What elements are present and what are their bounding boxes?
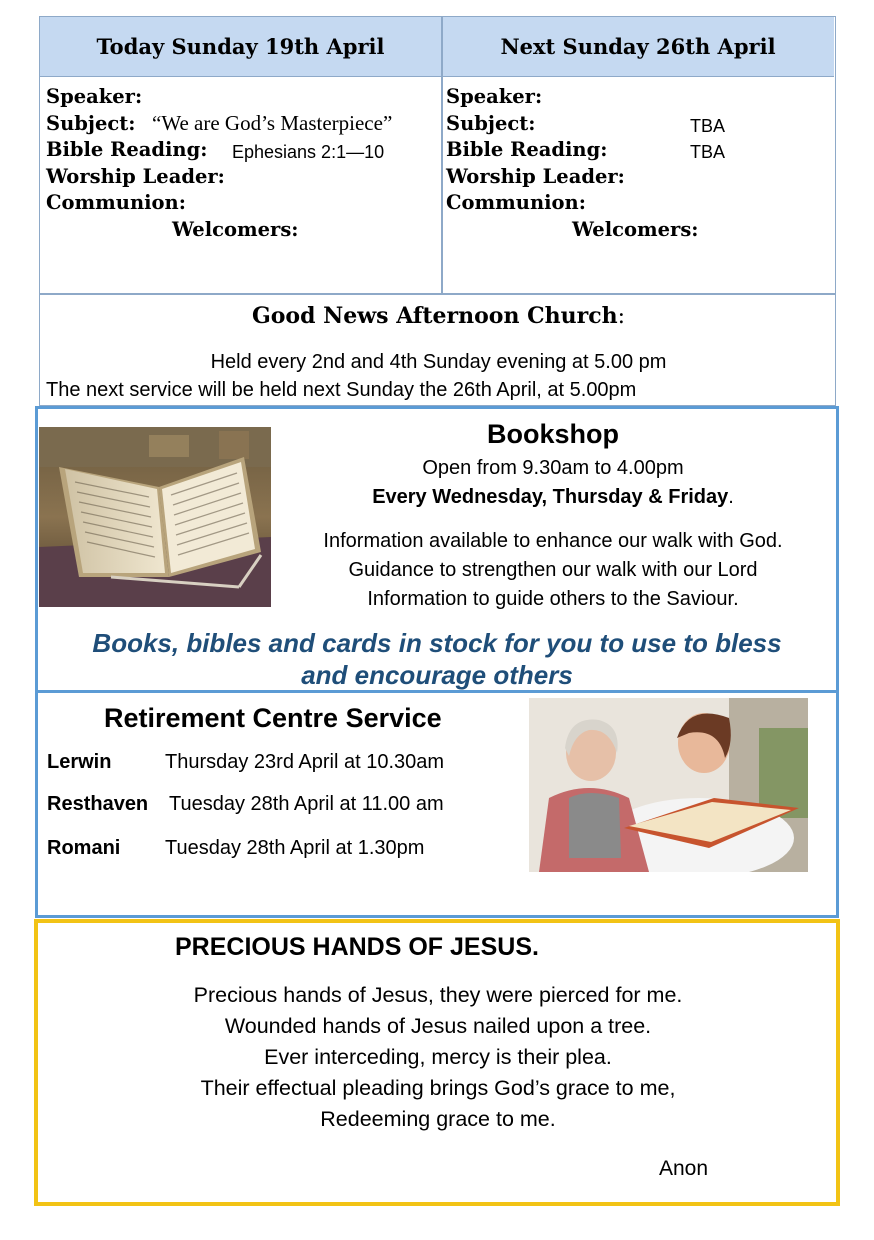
bookshop-info-1: Information available to enhance our walk with God.: [323, 530, 783, 552]
good-news-title: [40, 303, 837, 329]
communion-label: Communion:: [446, 191, 586, 214]
retirement-title: Retirement Centre Service: [104, 703, 442, 733]
bookshop-promo-1: Books, bibles and cards in stock for you to use to bless: [92, 628, 782, 658]
hymn-line: Ever interceding, mercy is their plea.: [264, 1045, 612, 1069]
hymn-line: Their effectual pleading brings God’s grace to me,: [200, 1076, 676, 1100]
bookshop-info-2: Guidance to strengthen our walk with our Lord: [348, 559, 758, 581]
welcomers-label: Welcomers:: [572, 217, 699, 241]
hymn-box: [34, 919, 840, 1206]
next-details: [446, 84, 726, 243]
speaker-label: Speaker:: [446, 85, 543, 108]
good-news-colon: :: [617, 304, 626, 329]
retirement-box: [35, 690, 839, 918]
communion-label: Communion:: [46, 191, 186, 214]
good-news-next-service: The next service will be held next Sunday the 26th April, at 5.00pm: [46, 379, 637, 401]
elderly-woman-and-carer-reading-photo: [529, 698, 808, 872]
retirement-time: Tuesday 28th April at 1.30pm: [165, 837, 425, 859]
bookshop-box: [35, 406, 839, 693]
good-news-title-text: Good News Afternoon Church: [251, 303, 618, 329]
bookshop-days: [288, 486, 818, 509]
reading-value: TBA: [690, 142, 726, 162]
reading-label: Bible Reading:: [446, 138, 608, 161]
hymn-line: Wounded hands of Jesus nailed upon a tree.: [224, 1014, 652, 1038]
services-table: [39, 16, 836, 406]
welcomers-label: Welcomers:: [172, 217, 299, 241]
subject-label: Subject:: [46, 111, 136, 135]
bookshop-hours: Open from 9.30am to 4.00pm: [422, 457, 684, 479]
retirement-place: Lerwin: [47, 751, 112, 773]
table-divider: [40, 293, 835, 295]
subject-value: “We are God’s Masterpiece”: [152, 110, 393, 135]
bookshop-title: Bookshop: [487, 419, 619, 449]
retirement-place: Resthaven: [47, 793, 149, 815]
subject-label: Subject:: [446, 111, 536, 135]
bookshop-promo-2: and encourage others: [301, 660, 573, 690]
hymn-title: PRECIOUS HANDS OF JESUS.: [175, 933, 539, 961]
table-divider: [441, 17, 443, 294]
bookshop-info-3: Information to guide others to the Saviour.: [367, 588, 739, 610]
bookshop-days-suffix: .: [728, 486, 734, 508]
open-bible-photo: [39, 427, 271, 607]
reading-label: Bible Reading:: [46, 138, 208, 161]
next-heading: Next Sunday 26th April: [442, 17, 834, 77]
today-details: [46, 84, 393, 243]
retirement-time: Thursday 23rd April at 10.30am: [165, 751, 445, 773]
worship-leader-label: Worship Leader:: [446, 164, 625, 188]
speaker-label: Speaker:: [46, 85, 143, 108]
hymn-author: Anon: [659, 1157, 709, 1180]
bookshop-days-text: Every Wednesday, Thursday & Friday: [372, 486, 729, 508]
hymn-line: Precious hands of Jesus, they were pierced for me.: [193, 983, 683, 1007]
hymn-line: Redeeming grace to me.: [320, 1107, 556, 1131]
today-heading: Today Sunday 19th April: [40, 17, 442, 77]
good-news-schedule: Held every 2nd and 4th Sunday evening at 5.00 pm: [210, 351, 667, 373]
worship-leader-label: Worship Leader:: [46, 164, 225, 188]
reading-value: Ephesians 2:1—10: [232, 142, 385, 162]
retirement-place: Romani: [47, 837, 121, 859]
subject-value: TBA: [690, 115, 726, 136]
retirement-time: Tuesday 28th April at 11.00 am: [169, 793, 444, 815]
